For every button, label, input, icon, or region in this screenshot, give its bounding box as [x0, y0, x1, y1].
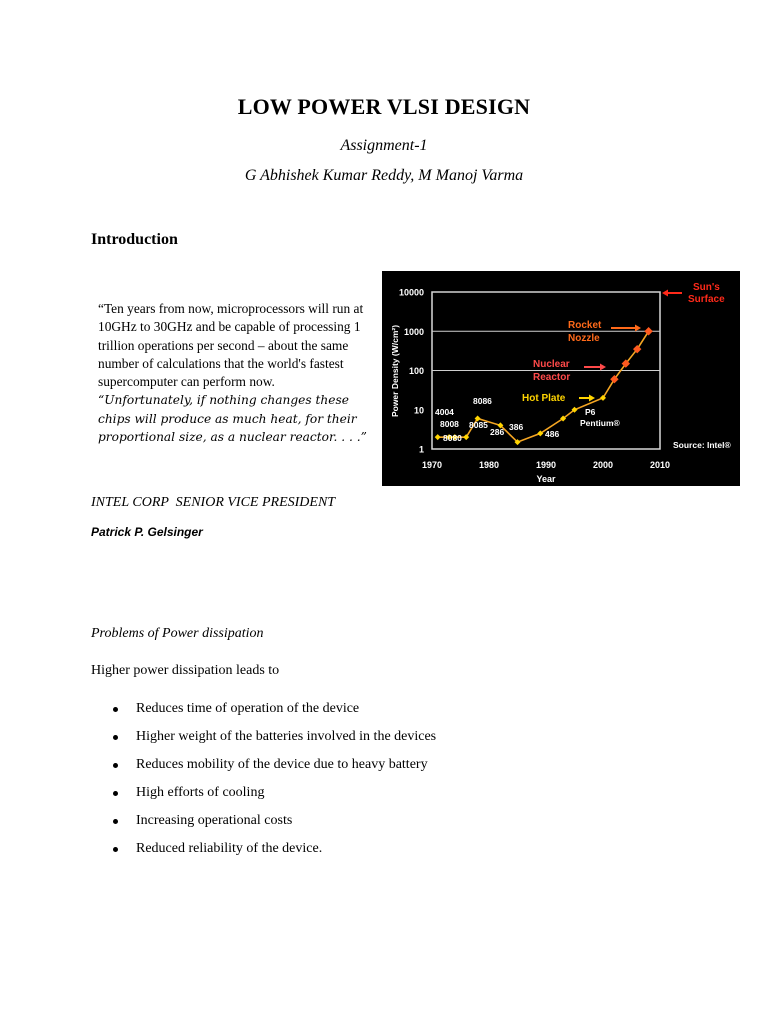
bullet-icon: [113, 735, 118, 740]
list-item-text: Reduces mobility of the device due to heavy battery: [136, 757, 428, 772]
chip-label-8085: 8085: [469, 420, 488, 430]
chart-source: Source: Intel®: [673, 440, 731, 450]
annotation-rocket-2: Nozzle: [568, 333, 600, 344]
annotation-rocket-1: Rocket: [568, 320, 602, 331]
power-density-chart-svg: [382, 271, 740, 486]
x-tick-label: 2000: [592, 460, 614, 470]
annotation-suns-1: Sun's: [693, 282, 720, 293]
list-item-text: Reduced reliability of the device.: [136, 841, 323, 856]
quote-part-2: “Unfortunately, if nothing changes these chips will produce as much heat, for their proportional size, as a nuclear reactor. . . .”: [98, 393, 367, 445]
chip-label-8008: 8008: [440, 419, 459, 429]
chip-label-p6: P6: [585, 407, 596, 417]
x-tick-label: 1990: [535, 460, 557, 470]
chip-label-pentium: Pentium®: [580, 418, 620, 428]
list-item: [91, 700, 436, 728]
bullet-icon: [113, 791, 118, 796]
list-item: [91, 756, 436, 784]
chip-label-4004: 4004: [435, 407, 454, 417]
y-tick-label: 1000: [403, 326, 424, 337]
quote-attribution-person: Patrick P. Gelsinger: [91, 525, 203, 539]
x-tick-label: 1980: [478, 460, 500, 470]
list-item: [91, 840, 436, 868]
bullet-icon: [113, 763, 118, 768]
y-tick-label: 10000: [398, 287, 424, 298]
y-axis-label: Power Density (W/cm²): [390, 324, 400, 418]
annotation-hot-plate: Hot Plate: [522, 393, 566, 404]
bullet-icon: [113, 847, 118, 852]
power-density-chart: [382, 271, 740, 486]
list-item-text: Increasing operational costs: [136, 813, 293, 828]
chip-label-386: 386: [509, 422, 524, 432]
chip-label-8080: 8080: [443, 433, 462, 443]
problems-heading: Problems of Power dissipation: [91, 626, 264, 641]
x-axis-label: Year: [536, 474, 556, 484]
y-tick-label: 10: [413, 405, 424, 416]
annotation-suns-2: Surface: [688, 294, 725, 305]
annotation-nuclear-2: Reactor: [533, 372, 571, 383]
x-tick-label: 1970: [421, 460, 443, 470]
quote-attribution-org: INTEL CORP SENIOR VICE PRESIDENT: [91, 495, 336, 510]
bullet-icon: [113, 819, 118, 824]
y-tick-label: 100: [408, 366, 424, 376]
document-subtitle: Assignment-1: [340, 137, 428, 154]
chip-label-486: 486: [545, 429, 560, 439]
list-item-text: Higher weight of the batteries involved in the devices: [136, 729, 437, 744]
list-item-text: High efforts of cooling: [136, 785, 265, 800]
x-tick-label: 2010: [649, 460, 671, 470]
y-tick-label: 1: [418, 444, 424, 455]
intel-quote: [98, 300, 373, 446]
problems-intro: Higher power dissipation leads to: [91, 663, 280, 678]
document-authors: G Abhishek Kumar Reddy, M Manoj Varma: [244, 167, 524, 184]
problems-list: [91, 700, 436, 868]
chip-label-8086: 8086: [473, 396, 492, 406]
quote-part-1: “Ten years from now, microprocessors will run at 10GHz to 30GHz and be capable of processing 1 trillion operations per second – about the same number of calculations that the world's fastest supercomputer can perform now.: [98, 301, 364, 390]
list-item: [91, 812, 436, 840]
document-title: LOW POWER VLSI DESIGN: [237, 94, 531, 119]
chip-label-286: 286: [490, 427, 505, 437]
bullet-icon: [113, 707, 118, 712]
list-item: [91, 784, 436, 812]
annotation-nuclear-1: Nuclear: [533, 359, 570, 370]
list-item: [91, 728, 436, 756]
list-item-text: Reduces time of operation of the device: [136, 701, 360, 716]
section-heading-introduction: Introduction: [91, 231, 178, 248]
